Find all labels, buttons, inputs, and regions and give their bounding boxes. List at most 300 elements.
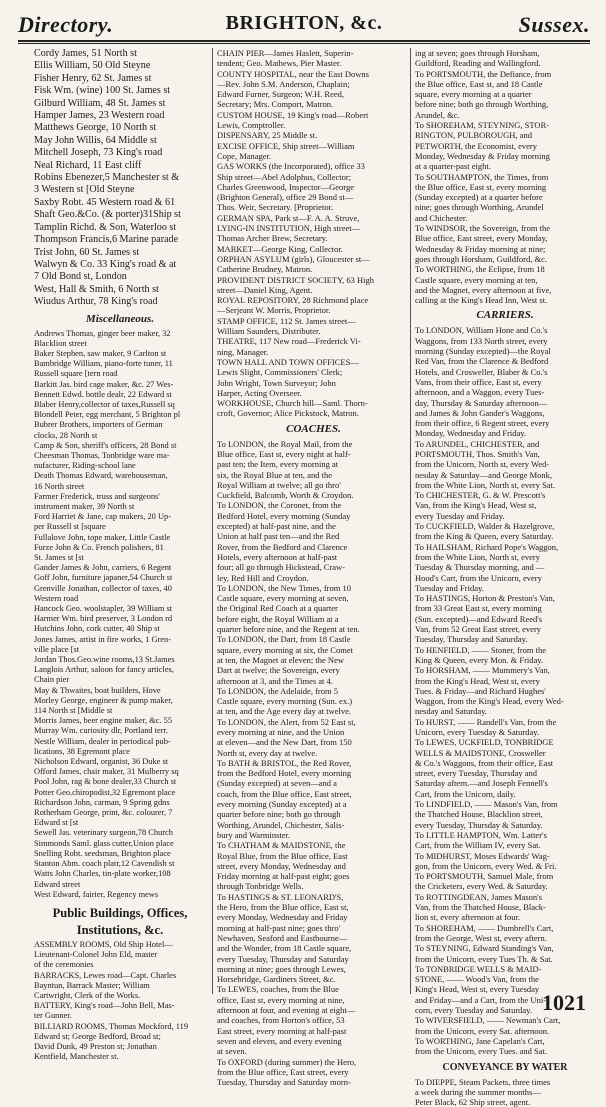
directory-entry: Camp & Son, sheriff's officers, 28 Bond st bbox=[34, 441, 206, 451]
directory-entry: at ten, and the Age every day at twelve. bbox=[217, 706, 410, 716]
directory-entry: goes through Horsham, Guildford, &c. bbox=[415, 254, 595, 264]
directory-entry: at ten, the Magnet at eleven; the New bbox=[217, 655, 410, 665]
directory-entry: West, Hall & Smith, 6 North st bbox=[34, 284, 206, 296]
directory-entry: bury and Warminster. bbox=[217, 830, 410, 840]
directory-entry: To HAILSHAM, Richard Pope's Waggon, bbox=[415, 542, 595, 552]
directory-entry: GERMAN SPA, Park st—F. A. A. Struve, bbox=[217, 213, 410, 223]
directory-entry: Lewis Slight, Commissioners' Clerk; bbox=[217, 367, 410, 377]
directory-entry: ley, Red Hill and Croydon. bbox=[217, 573, 410, 583]
directory-entry: Union at half past ten—and the Red bbox=[217, 531, 410, 541]
directory-entry: Blacklion street bbox=[34, 339, 206, 349]
directory-entry: PETWORTH, the Economist, every bbox=[415, 141, 595, 151]
directory-entry: at eleven—and the New Dart, from 150 bbox=[217, 737, 410, 747]
directory-entry: before eight, the Royal William at a bbox=[217, 614, 410, 624]
directory-entry: Stanton Abm. coach platr,12 Cavendish st bbox=[34, 859, 206, 869]
directory-entry: To HORSHAM, —— Mummery's Van, bbox=[415, 665, 595, 675]
directory-entry: Edward st; George Bedford, Broad st; bbox=[34, 1032, 206, 1042]
directory-entry: every Tuesday, Thursday and Saturday bbox=[217, 954, 410, 964]
directory-entry: THEATRE, 117 New road—Frederick Vi- bbox=[217, 336, 410, 346]
directory-entry: Sewell Jas. veterinary surgeon,78 Church bbox=[34, 828, 206, 838]
misc-heading: Miscellaneous. bbox=[34, 312, 206, 327]
directory-entry: LYING-IN INSTITUTION, High street— bbox=[217, 223, 410, 233]
directory-entry: Tamplin Richd. & Son, Waterloo st bbox=[34, 222, 206, 234]
coaches-heading: COACHES. bbox=[217, 422, 410, 437]
directory-entry: To LONDON, the Coronet, from the bbox=[217, 500, 410, 510]
directory-entry: Andrews Thomas, ginger beer maker, 32 bbox=[34, 329, 206, 339]
directory-entry: per Russell st [square bbox=[34, 522, 206, 532]
directory-entry: Harmer Wm. bird preserver, 3 London rd bbox=[34, 614, 206, 624]
directory-entry: Wiudus Arthur, 78 King's road bbox=[34, 296, 206, 308]
page-number: 1021 bbox=[542, 990, 586, 1016]
directory-entry: Simmonds Saml. glass cutter,Union place bbox=[34, 839, 206, 849]
directory-entry: Tuesday & Thursday morning, and — bbox=[415, 562, 595, 572]
directory-entry: Fisher Henry, 62 St. James st bbox=[34, 73, 206, 85]
directory-entry: Death Thomas Edward, warehouseman, bbox=[34, 471, 206, 481]
directory-entry: at seven. bbox=[217, 1046, 410, 1056]
directory-entry: Tues. & Friday—and Richard Hughes' bbox=[415, 686, 595, 696]
directory-entry: a week during the summer months— bbox=[415, 1087, 595, 1097]
coaches-list bbox=[217, 439, 410, 1088]
directory-entry: To OXFORD (during summer) the Hero, bbox=[217, 1057, 410, 1067]
directory-entry: BARRACKS, Lewes road—Capt. Charles bbox=[34, 971, 206, 981]
directory-entry: instrument maker, 39 North st bbox=[34, 502, 206, 512]
directory-entry: Cuckfield, Balcomb, Worth & Croydon. bbox=[217, 490, 410, 500]
directory-entry: Ship street—Abel Adolphus, Collector; bbox=[217, 172, 410, 182]
directory-entry: Castle square, every morning (Sun. ex.) bbox=[217, 696, 410, 706]
directory-entry: Waggon, from the King's Head, every Wed- bbox=[415, 696, 595, 706]
directory-entry: Catherine Brudney, Matron. bbox=[217, 264, 410, 274]
directory-entry: Offord James, chair maker, 31 Mulberry sq bbox=[34, 767, 206, 777]
directory-entry: Blondell Peter, egg merchant, 5 Brighton pl bbox=[34, 410, 206, 420]
directory-entry: at a quarter-past eight. bbox=[415, 161, 595, 171]
directory-entry: To DIEPPE, Steam Packets, three times bbox=[415, 1077, 595, 1087]
directory-entry: Kentfield, Manchester st. bbox=[34, 1052, 206, 1062]
directory-entry: tendent; Geo. Mathews, Pier Master. bbox=[217, 58, 410, 68]
directory-entry: from the King & Queen, every Saturday. bbox=[415, 531, 595, 541]
directory-entry: To SHOREHAM, —— Dumbrell's Cart, bbox=[415, 923, 595, 933]
directory-entry: To WINDSOR, the Sovereign, from the bbox=[415, 223, 595, 233]
directory-entry: To HURST, —— Randell's Van, from the bbox=[415, 717, 595, 727]
directory-entry: Gilburd William, 48 St. James st bbox=[34, 98, 206, 110]
directory-entry: morning at nine; goes through Lewes, bbox=[217, 964, 410, 974]
directory-entry: from the Bedford Hotel, every morning bbox=[217, 768, 410, 778]
directory-entry: To WORTHING, Jane Capelan's Cart, bbox=[415, 1036, 595, 1046]
directory-entry: Grenville Jonathan, collector of taxes, 40 bbox=[34, 584, 206, 594]
directory-entry: ORPHAN ASYLUM (girls), Gloucester st— bbox=[217, 254, 410, 264]
directory-entry: Bayntun, Barrack Master; William bbox=[34, 981, 206, 991]
directory-entry: from the George, West st, every aftern. bbox=[415, 933, 595, 943]
directory-entry: Van, from 52 Great East street, every bbox=[415, 624, 595, 634]
directory-entry: 114 North st [Middle st bbox=[34, 706, 206, 716]
directory-entry: Hutchins John, cork cutter, 40 Ship st bbox=[34, 624, 206, 634]
directory-entry: from the White Lion, North st, every bbox=[415, 552, 595, 562]
directory-entry: Charles Greenwood, Inspector—George bbox=[217, 182, 410, 192]
directory-entry: Ford Harriet & Jane, cap makers, 20 Up- bbox=[34, 512, 206, 522]
directory-entry: TOWN HALL AND TOWN OFFICES— bbox=[217, 357, 410, 367]
directory-entry: Nestle William, dealer in periodical pub- bbox=[34, 737, 206, 747]
directory-entry: and James & John Gander's Waggons, bbox=[415, 408, 595, 418]
directory-entry: Friday morning at half-past eight; goes bbox=[217, 871, 410, 881]
directory-entry: gon, from the Unicorn, every Wed. & Fri. bbox=[415, 861, 595, 871]
directory-entry: Arundel, &c. bbox=[415, 110, 595, 120]
directory-entry: May John Willis, 64 Middle st bbox=[34, 135, 206, 147]
directory-entry: Cart, from the William IV, every Sat. bbox=[415, 840, 595, 850]
directory-entry: and the Magnet, every afternoon at five, bbox=[415, 285, 595, 295]
directory-entry: To WORTHING, the Eclipse, from 18 bbox=[415, 264, 595, 274]
directory-entry: morning at half-past nine; goes thro' bbox=[217, 923, 410, 933]
directory-entry: four; all go through Hickstead, Craw- bbox=[217, 562, 410, 572]
directory-entry: croft, Governor; Alice Pickstock, Matron. bbox=[217, 408, 410, 418]
coaches-continued-list bbox=[415, 48, 595, 305]
directory-entry: EXCISE OFFICE, Ship street—William bbox=[217, 141, 410, 151]
directory-entry: lion st, every afternoon at four. bbox=[415, 912, 595, 922]
directory-entry: Guildford, Reading and Wallingford. bbox=[415, 58, 595, 68]
directory-entry: from the Unicorn, every Sat. afternoon. bbox=[415, 1026, 595, 1036]
directory-entry: ASSEMBLY ROOMS, Old Ship Hotel— bbox=[34, 940, 206, 950]
directory-entry: Jones James, artist in fire works, 1 Gren- bbox=[34, 635, 206, 645]
directory-entry: Monday, Wednesday & Friday morning bbox=[415, 151, 595, 161]
directory-entry: Hancock Geo. woolstapler, 39 William st bbox=[34, 604, 206, 614]
directory-entry: Cartwright, Clerk of the Works. bbox=[34, 991, 206, 1001]
public-buildings-list bbox=[34, 940, 206, 1062]
directory-entry: To SHOREHAM, STEYNING, STOR- bbox=[415, 120, 595, 130]
directory-entry: 16 North street bbox=[34, 482, 206, 492]
directory-entry: street, every Monday, Wednesday and bbox=[217, 861, 410, 871]
directory-entry: Saturday aftern.—and Joseph Fennell's bbox=[415, 778, 595, 788]
directory-entry: Watts John Charles, tin-plate worker,108 bbox=[34, 869, 206, 879]
public-buildings-heading-1: Public Buildings, Offices, bbox=[34, 906, 206, 921]
directory-entry: WELLS & MAIDSTONE, Crosweller bbox=[415, 748, 595, 758]
directory-entry: —Rev. John S.M. Anderson, Chaplain; bbox=[217, 79, 410, 89]
directory-entry: the Hero, from the Blue office, East st, bbox=[217, 902, 410, 912]
directory-entry: STAMP OFFICE, 112 St. James street— bbox=[217, 316, 410, 326]
directory-entry: Potter Geo.chiropodist,32 Egremont place bbox=[34, 788, 206, 798]
directory-entry: every Monday, Wednesday and Friday bbox=[217, 912, 410, 922]
directory-entry: the Blue office, East st, and 18 Castle bbox=[415, 79, 595, 89]
directory-entry: from 33 Great East st, every morning bbox=[415, 603, 595, 613]
directory-entry: every Tuesday, Thursday & Saturday. bbox=[415, 820, 595, 830]
directory-entry: To CHATHAM & MAIDSTONE, the bbox=[217, 840, 410, 850]
directory-entry: Cope, Manager. bbox=[217, 151, 410, 161]
directory-entry: Edward st [st bbox=[34, 818, 206, 828]
directory-entry: ing at seven; goes through Horsham, bbox=[415, 48, 595, 58]
conveyance-list bbox=[415, 1077, 595, 1107]
directory-entry: Horsebridge, Gardiners Street, &c. bbox=[217, 974, 410, 984]
directory-entry: Vans, from their office, East st, every bbox=[415, 377, 595, 387]
column-2 bbox=[212, 48, 410, 994]
directory-entry: Rotherham George, print, &c. colourer, 7 bbox=[34, 808, 206, 818]
directory-entry: PROVIDENT DISTRICT SOCIETY, 63 High bbox=[217, 275, 410, 285]
directory-entry: To LONDON, William Hone and Co.'s bbox=[415, 325, 595, 335]
directory-entry: Royal Blue, from the Blue office, East bbox=[217, 851, 410, 861]
directory-entry: coach, from the Blue office, East street, bbox=[217, 789, 410, 799]
directory-entry: office, East st, every morning at nine, bbox=[217, 995, 410, 1005]
directory-entry: from the Blue office, East street, every bbox=[217, 1067, 410, 1077]
directory-entry: To LITTLE HAMPTON, Wm. Latter's bbox=[415, 830, 595, 840]
header-sussex: Sussex. bbox=[519, 12, 590, 38]
carriers-list bbox=[415, 325, 595, 1056]
column-1 bbox=[34, 48, 206, 994]
directory-entry: Peter Black, 62 Ship street, agent. bbox=[415, 1097, 595, 1107]
directory-entry: To LEWES, UCKFIELD, TONBRIDGE bbox=[415, 737, 595, 747]
directory-entry: Royal William at twelve; all go thro' bbox=[217, 480, 410, 490]
directory-entry: and Chichester. bbox=[415, 213, 595, 223]
directory-entry: Matthews George, 10 North st bbox=[34, 122, 206, 134]
directory-entry: Castle square, every morning at seven, bbox=[217, 593, 410, 603]
directory-entry: Harper, Acting Overseer. bbox=[217, 388, 410, 398]
directory-entry: Saxby Robt. 45 Western road & 61 bbox=[34, 197, 206, 209]
directory-entry: Russell square [tern road bbox=[34, 369, 206, 379]
directory-entry: Shaft Geo.&Co. (& porter)31Ship st bbox=[34, 209, 206, 221]
directory-entry: the Blue office, East st, every morning bbox=[415, 182, 595, 192]
directory-entry: square, every morning at a quarter bbox=[415, 89, 595, 99]
directory-entry: the Thatched House, Blacklion street, bbox=[415, 809, 595, 819]
directory-entry: the Cricketers, every Wed. & Saturday. bbox=[415, 881, 595, 891]
directory-entry: of the ceremonies bbox=[34, 960, 206, 970]
directory-entry: lications, 38 Egremont place bbox=[34, 747, 206, 757]
directory-entry: To WIVERSFIELD, —— Newman's Cart, bbox=[415, 1015, 595, 1025]
directory-entry: Farmer Frederick, truss and surgeons' bbox=[34, 492, 206, 502]
directory-entry: To LEWES, coaches, from the Blue bbox=[217, 984, 410, 994]
directory-entry: Tuesday and Friday. bbox=[415, 583, 595, 593]
directory-entry: from the King's Head, West st, every bbox=[415, 676, 595, 686]
directory-entry: (Sun. excepted)—and Edward Reed's bbox=[415, 614, 595, 624]
public-buildings-heading-2: Institutions, &c. bbox=[34, 923, 206, 938]
directory-entry: ROYAL REPOSITORY, 28 Richmond place bbox=[217, 295, 410, 305]
header-brighton: BRIGHTON, &c. bbox=[18, 12, 590, 35]
directory-entry: Murray Wm. curiosity dlr, Portland terr. bbox=[34, 726, 206, 736]
directory-entry: Van, from the King's Head, West st, bbox=[415, 500, 595, 510]
directory-entry: David Dunk, 49 Preston st; Jonathan bbox=[34, 1042, 206, 1052]
directory-entry: square, every morning at six, the Comet bbox=[217, 645, 410, 655]
carriers-heading: CARRIERS. bbox=[415, 308, 595, 323]
directory-entry: Jordan Thos.Geo.wine rooms,13 St.James bbox=[34, 655, 206, 665]
directory-entry: East street, every morning at half-past bbox=[217, 1026, 410, 1036]
directory-entry: afternoon, and a Waggon, every Tues- bbox=[415, 387, 595, 397]
directory-entry: from the Unicorn, every Tues. and Sat. bbox=[415, 1046, 595, 1056]
directory-entry: ville place [st bbox=[34, 645, 206, 655]
directory-entry: BATTERY, King's road—John Bell, Mas- bbox=[34, 1001, 206, 1011]
directory-entry: nufacturer, Riding-school lane bbox=[34, 461, 206, 471]
directory-entry: Dart at twelve; the Sovereign, every bbox=[217, 665, 410, 675]
directory-entry: Thos. Weir, Secretary. [Proprietor. bbox=[217, 202, 410, 212]
directory-entry: COUNTY HOSPITAL, near the East Downs bbox=[217, 69, 410, 79]
directory-entry: nine; goes through Worthing, Arundel bbox=[415, 202, 595, 212]
directory-entry: and Friday—and a Cart, from the Uni- bbox=[415, 995, 595, 1005]
directory-entry: To CUCKFIELD, Walder & Hazelgrove, bbox=[415, 521, 595, 531]
directory-entry: ning, Manager. bbox=[217, 347, 410, 357]
directory-entry: seven and eleven, and every evening bbox=[217, 1036, 410, 1046]
directory-entry: John Wright, Town Surveyor; John bbox=[217, 378, 410, 388]
directory-entry: six, the Royal Blue at ten, and the bbox=[217, 470, 410, 480]
directory-entry: (Sunday excepted) at seven—and a bbox=[217, 778, 410, 788]
directory-entry: quarter before nine, and the Regent at ten. bbox=[217, 624, 410, 634]
directory-entry: before nine; both go through Worthing, bbox=[415, 99, 595, 109]
directory-entry: CHAIN PIER—James Haslett, Superin- bbox=[217, 48, 410, 58]
public-offices-list bbox=[217, 48, 410, 419]
directory-entry: Red Van, from the Clarence & Bedford bbox=[415, 356, 595, 366]
directory-entry: BILLIARD ROOMS, Thomas Mockford, 119 bbox=[34, 1022, 206, 1032]
directory-entry: Hamper James, 23 Western road bbox=[34, 110, 206, 122]
directory-entry: every morning at nine, and the Union bbox=[217, 727, 410, 737]
directory-entry: street, every Tuesday, Thursday and bbox=[415, 768, 595, 778]
directory-entry: Morley George, engineer & pump maker, bbox=[34, 696, 206, 706]
directory-entry: quarter before nine; both go through bbox=[217, 809, 410, 819]
directory-entry: afternoon at four, and evening at eight— bbox=[217, 1005, 410, 1015]
directory-entry: Wednesday & Friday morning at nine; bbox=[415, 244, 595, 254]
directory-entry: Blue office, East st, every night at half- bbox=[217, 449, 410, 459]
directory-entry: from their office, 6 Regent street, every bbox=[415, 418, 595, 428]
directory-entry: nesday and Saturday. bbox=[415, 706, 595, 716]
directory-entry: Furze John & Co. French polishers, 81 bbox=[34, 543, 206, 553]
directory-entry: afternoon at 3, and the Times at 4. bbox=[217, 676, 410, 686]
directory-entry: through Tonbridge Wells. bbox=[217, 881, 410, 891]
directory-entry: Tuesday, Thursday and Saturday. bbox=[415, 634, 595, 644]
directory-entry: Chain pier bbox=[34, 675, 206, 685]
directory-entry: To HASTINGS & ST. LEONARD'S, bbox=[217, 892, 410, 902]
directory-entry: Walwyn & Co. 33 King's road & at bbox=[34, 259, 206, 271]
directory-entry: Edward street bbox=[34, 880, 206, 890]
directory-entry: Lieutenant-Colonel John Eld, master bbox=[34, 950, 206, 960]
directory-entry: Unicorn, every Tuesday & Saturday. bbox=[415, 727, 595, 737]
directory-entry: from the Unicorn, North st, every Wed- bbox=[415, 459, 595, 469]
directory-entry: Bedford Hotel, every morning (Sunday bbox=[217, 511, 410, 521]
directory-entry: Castle square, every morning at ten, bbox=[415, 275, 595, 285]
directory-entry: Gander James & John, carriers, 6 Regent bbox=[34, 563, 206, 573]
directory-entry: To BATH & BRISTOL, the Red Rover, bbox=[217, 758, 410, 768]
directory-entry: Fisk Wm. (wine) 100 St. James st bbox=[34, 85, 206, 97]
directory-entry: Waggons, from 133 North street, every bbox=[415, 336, 595, 346]
directory-entry: the Original Red Coach at a quarter bbox=[217, 603, 410, 613]
directory-entry: and the Wonder, from 18 Castle square, bbox=[217, 943, 410, 953]
directory-entry: Trist John, 60 St. James st bbox=[34, 247, 206, 259]
directory-entry: To PORTSMOUTH, Samuel Male, from bbox=[415, 871, 595, 881]
directory-entry: To TONBRIDGE WELLS & MAID- bbox=[415, 964, 595, 974]
header-directory: Directory. bbox=[18, 12, 113, 38]
directory-entry: ter Gunner. bbox=[34, 1011, 206, 1021]
directory-entry: PORTSMOUTH, Thos. Smith's Van, bbox=[415, 449, 595, 459]
directory-entry: day, Thursday & Saturday afternoon— bbox=[415, 398, 595, 408]
directory-entry: Hood's Cart, from the Unicorn, every bbox=[415, 573, 595, 583]
directory-entry: STONE, —— Wood's Van, from the bbox=[415, 974, 595, 984]
directory-entry: Ellis William, 50 Old Steyne bbox=[34, 60, 206, 72]
directory-entry: Newhaven, Seaford and Eastbourne— bbox=[217, 933, 410, 943]
directory-entry: To LONDON, the Adelaide, from 5 bbox=[217, 686, 410, 696]
directory-entry: Thomas Archer Brew, Secretary. bbox=[217, 233, 410, 243]
trade-names-list bbox=[34, 48, 206, 309]
directory-entry: CUSTOM HOUSE, 19 King's road—Robert bbox=[217, 110, 410, 120]
directory-entry: & Co.'s Waggons, from their office, East bbox=[415, 758, 595, 768]
directory-entry: To LONDON, the Royal Mail, from the bbox=[217, 439, 410, 449]
directory-entry: every morning (Sunday excepted) at a bbox=[217, 799, 410, 809]
directory-entry: William Saunders, Distributer. bbox=[217, 326, 410, 336]
header-rule bbox=[18, 40, 590, 44]
directory-entry: Pool John, rag & bone dealer,33 Church st bbox=[34, 777, 206, 787]
directory-entry: clocks, 28 North st bbox=[34, 431, 206, 441]
directory-entry: Monday, Wednesday and Friday. bbox=[415, 428, 595, 438]
directory-entry: Blue office, East street, every Monday, bbox=[415, 233, 595, 243]
directory-entry: Cart, from the Unicorn, daily. bbox=[415, 789, 595, 799]
directory-entry: Worthing, Arundel, Chichester, Salis- bbox=[217, 820, 410, 830]
directory-entry: past ten; the Item, every morning at bbox=[217, 459, 410, 469]
conveyance-heading: CONVEYANCE BY WATER bbox=[415, 1060, 595, 1075]
directory-entry: morning (Sunday excepted)—the Royal bbox=[415, 346, 595, 356]
directory-entry: Bennett Edwd. bottle dealr, 22 Edward st bbox=[34, 390, 206, 400]
directory-entry: To LONDON, the Dart, from 18 Castle bbox=[217, 634, 410, 644]
directory-entry: To HENFIELD, —— Stoner, from the bbox=[415, 645, 595, 655]
directory-entry: 7 Old Bond st, London bbox=[34, 271, 206, 283]
directory-entry: calling at the King's Head Inn, West st. bbox=[415, 295, 595, 305]
directory-entry: Van, from the Thatched House, Black- bbox=[415, 902, 595, 912]
directory-entry: Secretary; Mrs. Comport, Matron. bbox=[217, 99, 410, 109]
directory-entry: Cheesman Thomas, Tonbridge ware ma- bbox=[34, 451, 206, 461]
directory-entry: West Edward, fairier, Regency mews bbox=[34, 890, 206, 900]
directory-entry: To STEYNING, Edward Standing's Van, bbox=[415, 943, 595, 953]
directory-entry: Fullalove John, tope maker, Little Castle bbox=[34, 533, 206, 543]
directory-entry: MARKET—George King, Collector. bbox=[217, 244, 410, 254]
directory-entry: North st, every day at twelve. bbox=[217, 748, 410, 758]
directory-entry: and coaches, from Horton's office, 53 bbox=[217, 1015, 410, 1025]
directory-entry: 3 Western st [Old Steyne bbox=[34, 184, 206, 196]
directory-entry: RINGTON, PULBOROUGH, and bbox=[415, 130, 595, 140]
directory-entry: To ARUNDEL, CHICHESTER, and bbox=[415, 439, 595, 449]
misc-list bbox=[34, 329, 206, 900]
directory-entry: To HASTINGS, Horton & Preston's Van, bbox=[415, 593, 595, 603]
directory-entry: St. James st [st bbox=[34, 553, 206, 563]
directory-entry: Goff John, furniture japaner,54 Church st bbox=[34, 573, 206, 583]
directory-entry: Western road bbox=[34, 594, 206, 604]
directory-entry: Mitchell Joseph, 73 King's road bbox=[34, 147, 206, 159]
directory-entry: Lewis, Comptroller. bbox=[217, 120, 410, 130]
directory-entry: GAS WORKS (the Incorporated), office 33 bbox=[217, 161, 410, 171]
directory-entry: Snelling Robt. seedsman, Brighton place bbox=[34, 849, 206, 859]
directory-entry: Hotels, every afternoon at half-past bbox=[217, 552, 410, 562]
directory-entry: corn, every Tuesday and Saturday. bbox=[415, 1005, 595, 1015]
directory-entry: Baker Stephen, saw maker, 9 Carlton st bbox=[34, 349, 206, 359]
directory-entry: (Sunday excepted) at a quarter before bbox=[415, 192, 595, 202]
directory-entry: Robins Ebenezer,5 Manchester st & bbox=[34, 172, 206, 184]
directory-entry: To LONDON, the Alert, from 52 East st, bbox=[217, 717, 410, 727]
directory-entry: Thompson Francis,6 Marine parade bbox=[34, 234, 206, 246]
directory-entry: May & Thwaites, boat builders, Hove bbox=[34, 686, 206, 696]
directory-entry: Langlois Arthur, saloon for fancy articles, bbox=[34, 665, 206, 675]
directory-entry: Nicholson Edward, organist, 36 Duke st bbox=[34, 757, 206, 767]
directory-entry: Rover, from the Bedford and Clarence bbox=[217, 542, 410, 552]
directory-entry: from the White Lion, North st, every Sat. bbox=[415, 480, 595, 490]
directory-entry: —Serjeant W. Morris, Proprietor. bbox=[217, 305, 410, 315]
directory-entry: Edward Furner, Surgeon; W.H. Reed, bbox=[217, 89, 410, 99]
directory-entry: nesday & Saturday—and George Monk, bbox=[415, 470, 595, 480]
directory-entry: To MIDHURST, Moses Edwards' Wag- bbox=[415, 851, 595, 861]
directory-entry: Tuesday, Thursday and Saturday morn- bbox=[217, 1077, 410, 1087]
running-header bbox=[18, 12, 590, 40]
directory-entry: Richardson John, carman, 9 Spring gdns bbox=[34, 798, 206, 808]
directory-entry: King & Queen, every Mon. & Friday. bbox=[415, 655, 595, 665]
directory-entry: (Brighton General), office 29 Bond st— bbox=[217, 192, 410, 202]
directory-entry: Barkitt Jas. bird cage maker, &c. 27 Wes- bbox=[34, 380, 206, 390]
directory-entry: Bubrer Brothers, importers of German bbox=[34, 420, 206, 430]
directory-entry: Hotels, and Crosweller, Blaber & Co.'s bbox=[415, 367, 595, 377]
directory-entry: To CHICHESTER, G. & W. Prescott's bbox=[415, 490, 595, 500]
directory-entry: from the Unicorn, every Tues Th. & Sat. bbox=[415, 954, 595, 964]
directory-entry: WORKHOUSE, Church hill—Saml. Thorn- bbox=[217, 398, 410, 408]
directory-entry: To ROTTINGDEAN, James Mason's bbox=[415, 892, 595, 902]
column-3 bbox=[410, 48, 595, 994]
directory-entry: excepted) at half-past nine, and the bbox=[217, 521, 410, 531]
directory-entry: every Tuesday and Friday. bbox=[415, 511, 595, 521]
directory-entry: Blaber Henry,collector of taxes,Russell sq bbox=[34, 400, 206, 410]
directory-entry: Neal Richard, 11 East cliff bbox=[34, 160, 206, 172]
